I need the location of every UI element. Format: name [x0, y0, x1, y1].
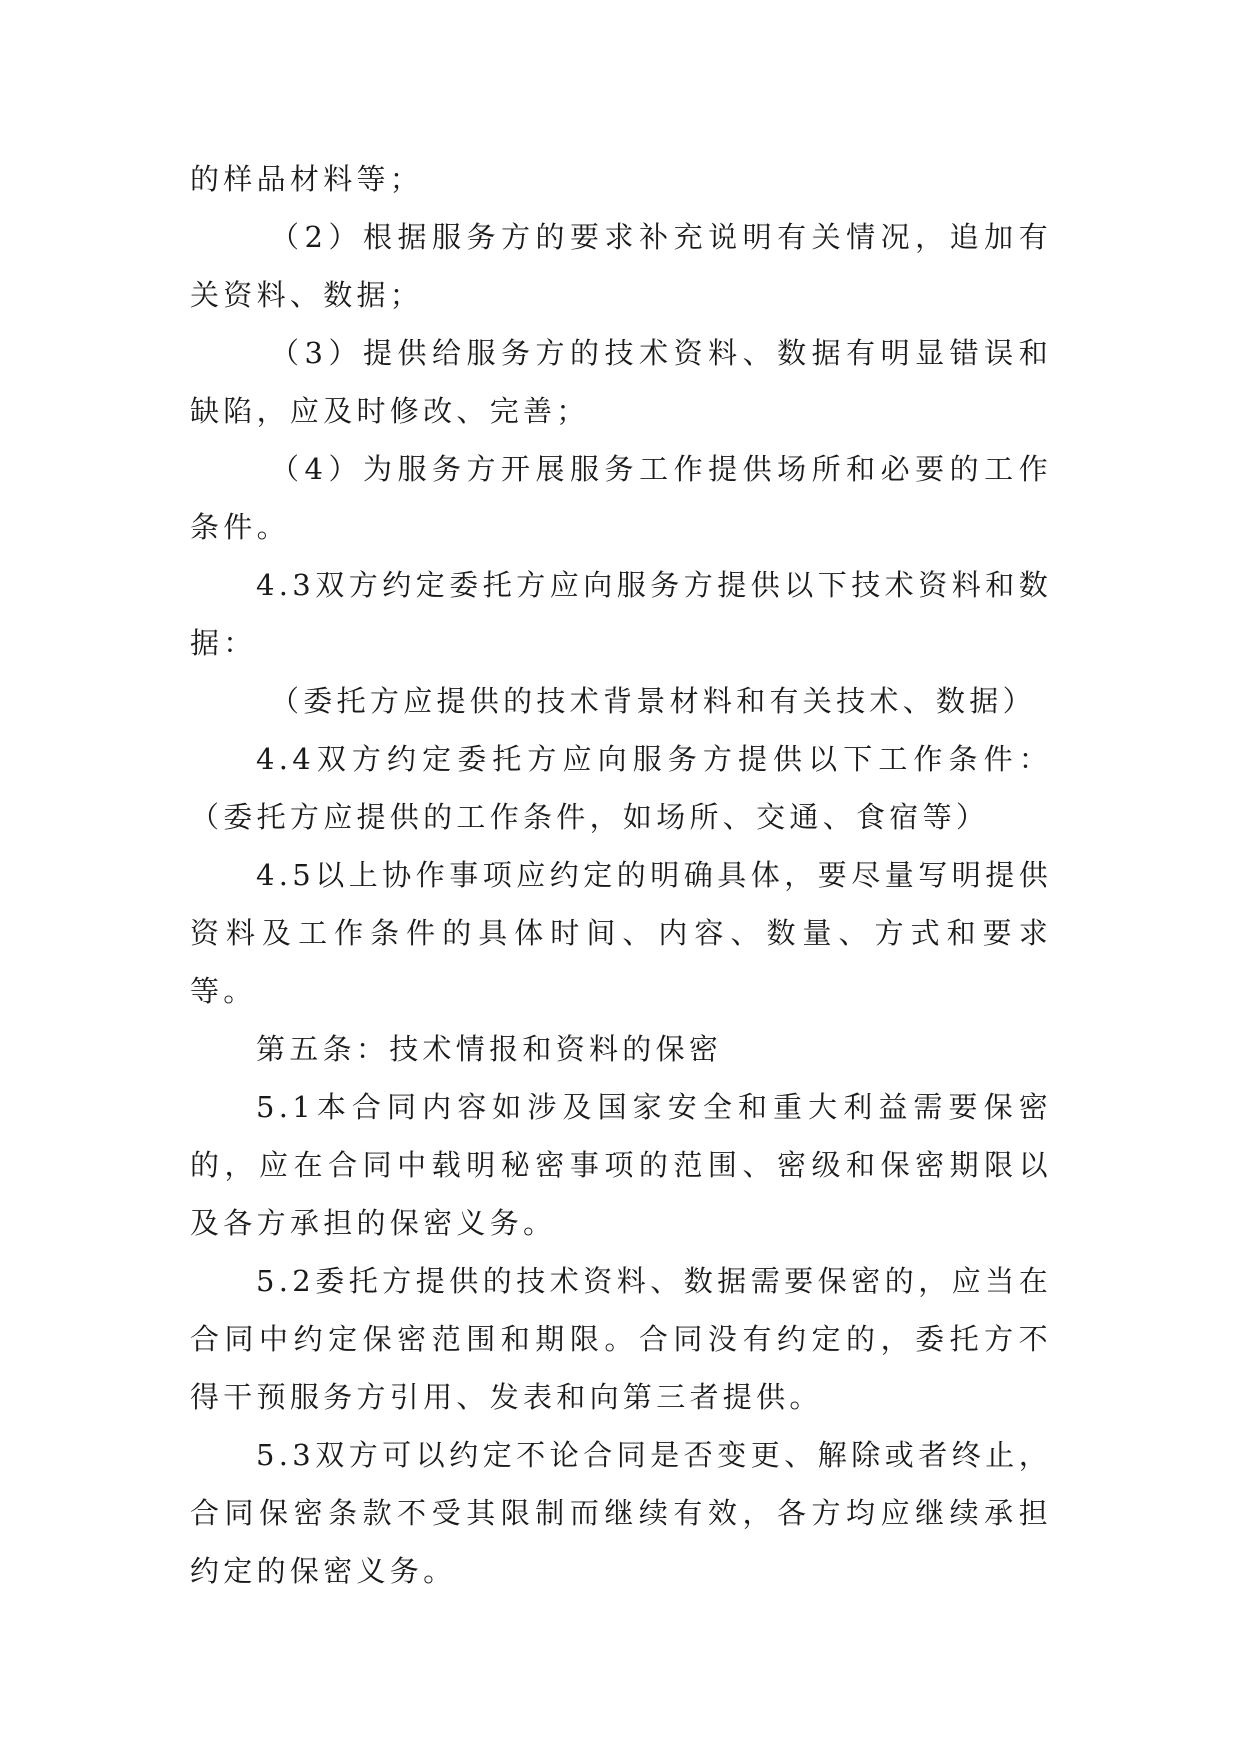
paragraph-item-2: （2）根据服务方的要求补充说明有关情况，追加有关资料、数据； — [190, 220, 1052, 312]
paragraph-clause-4-3: 4.3双方约定委托方应向服务方提供以下技术资料和数据： — [190, 568, 1052, 660]
paragraph-sample-materials: 的样品材料等； — [190, 162, 424, 196]
paragraph-clause-5-2: 5.2委托方提供的技术资料、数据需要保密的，应当在合同中约定保密范围和期限。合同没有约定的，委托方不得干预服务方引用、发表和向第三者提供。 — [190, 1264, 1052, 1414]
document-page — [190, 150, 1052, 1600]
paragraph-clause-4-3-note: （委托方应提供的技术背景材料和有关技术、数据） — [270, 684, 1036, 718]
paragraph-clause-5-3: 5.3双方可以约定不论合同是否变更、解除或者终止，合同保密条款不受其限制而继续有效，各方均应继续承担约定的保密义务。 — [190, 1438, 1052, 1588]
section-heading-article-5: 第五条：技术情报和资料的保密 — [256, 1032, 723, 1066]
paragraph-item-4: （4）为服务方开展服务工作提供场所和必要的工作条件。 — [190, 452, 1052, 544]
paragraph-clause-5-1: 5.1本合同内容如涉及国家安全和重大利益需要保密的，应在合同中载明秘密事项的范围、密级和保密期限以及各方承担的保密义务。 — [190, 1090, 1052, 1240]
paragraph-item-3: （3）提供给服务方的技术资料、数据有明显错误和缺陷，应及时修改、完善； — [190, 336, 1052, 428]
paragraph-clause-4-5: 4.5以上协作事项应约定的明确具体，要尽量写明提供资料及工作条件的具体时间、内容、数量、方式和要求等。 — [190, 858, 1052, 1008]
paragraph-clause-4-4: 4.4双方约定委托方应向服务方提供以下工作条件：（委托方应提供的工作条件，如场所、交通、食宿等） — [190, 742, 1052, 834]
